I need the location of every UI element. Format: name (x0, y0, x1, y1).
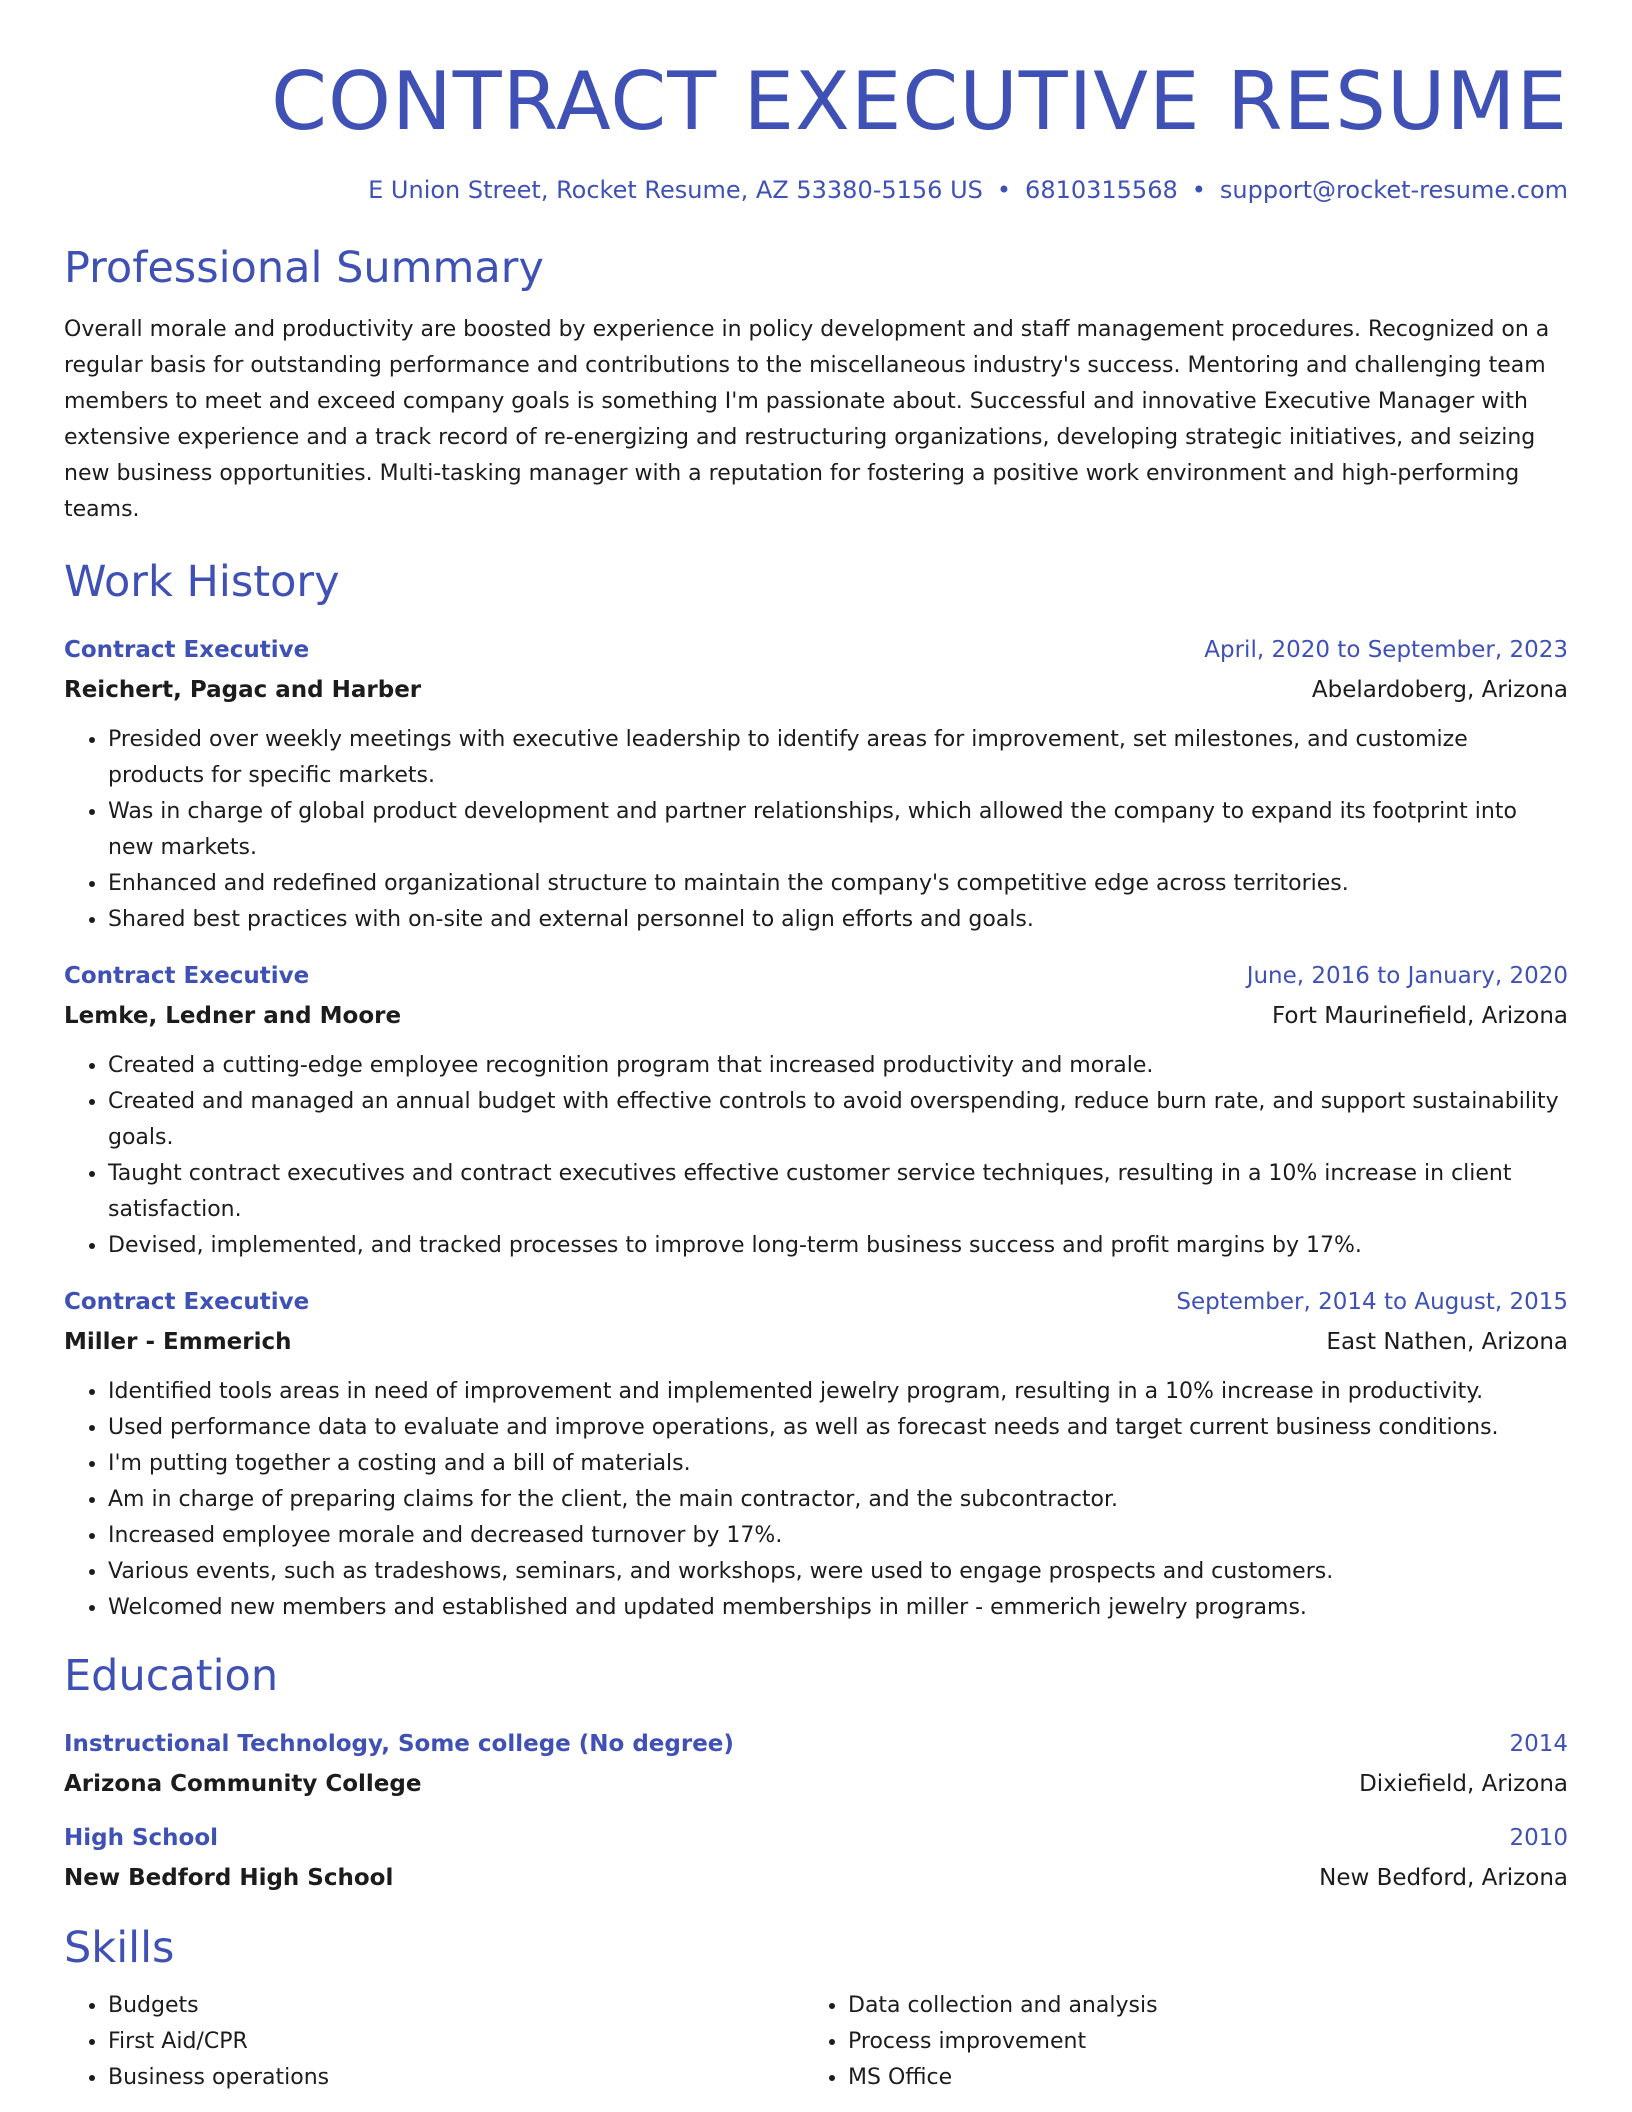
job-location: East Nathen, Arizona (1326, 1329, 1568, 1355)
job-bullets (64, 1048, 1568, 1264)
skill-item: • First Aid/CPR (108, 2024, 804, 2060)
job-title: Contract Executive (64, 963, 310, 989)
job-bullet: • Enhanced and redefined organizational structure to maintain the company's competitive edge across territories. (108, 866, 1568, 902)
education-year: 2010 (1509, 1825, 1568, 1851)
job-title: Contract Executive (64, 1289, 310, 1315)
contact-address: E Union Street, Rocket Resume, AZ 53380-5156 US (368, 176, 983, 204)
skill-item: • Data collection and analysis (848, 1988, 1544, 2024)
summary-text: Overall morale and productivity are boosted by experience in policy development and staff management procedures. Recognized on a regular basis for outstanding performance and contributions to the miscellaneous industry's success. Mentoring and challenging team members to meet and exceed company goals is something I'm passionate about. Successful and innovative Executive Manager with extensive experience and a track record of re-energizing and restructuring organizations, developing strategic initiatives, and seizing new business opportunities. Multi-tasking manager with a reputation for fostering a positive work environment and high-performing teams. (64, 317, 1550, 522)
summary-heading: Professional Summary (64, 243, 544, 293)
education-entry (64, 1820, 1568, 1896)
skills-column-right (804, 1988, 1544, 2096)
education-entry (64, 1726, 1568, 1802)
job-bullet: • Am in charge of preparing claims for the client, the main contractor, and the subcontractor. (108, 1482, 1568, 1518)
job-bullet: • Created a cutting-edge employee recognition program that increased productivity and morale. (108, 1048, 1568, 1084)
job-entry (64, 632, 1568, 938)
job-dates: June, 2016 to January, 2020 (1246, 963, 1568, 989)
job-company: Miller - Emmerich (64, 1329, 292, 1355)
bullet-separator-icon: • (1191, 176, 1206, 204)
job-company: Lemke, Ledner and Moore (64, 1003, 402, 1029)
job-bullet: • Welcomed new members and established and updated memberships in miller - emmerich jewelry programs. (108, 1590, 1568, 1626)
skill-item: • MS Office (848, 2060, 1544, 2096)
skill-item: • Business operations (108, 2060, 804, 2096)
job-bullet: • Taught contract executives and contract executives effective customer service techniques, resulting in a 10% increase in client satisfaction. (108, 1156, 1568, 1228)
job-entry (64, 1284, 1568, 1626)
job-bullet: • Devised, implemented, and tracked processes to improve long-term business success and profit margins by 17%. (108, 1228, 1568, 1264)
contact-phone: 6810315568 (1025, 176, 1178, 204)
education-year: 2014 (1509, 1731, 1568, 1757)
education-degree: High School (64, 1825, 219, 1851)
education-location: Dixiefield, Arizona (1359, 1771, 1568, 1797)
skill-item: • Process improvement (848, 2024, 1544, 2060)
contact-line (64, 174, 1568, 206)
job-title: Contract Executive (64, 637, 310, 663)
job-bullet: • Was in charge of global product development and partner relationships, which allowed the company to expand its footprint into new markets. (108, 794, 1568, 866)
job-bullet: • I'm putting together a costing and a bill of materials. (108, 1446, 1568, 1482)
job-bullet: • Increased employee morale and decreased turnover by 17%. (108, 1518, 1568, 1554)
job-bullet: • Various events, such as tradeshows, seminars, and workshops, were used to engage prospects and customers. (108, 1554, 1568, 1590)
skills-heading: Skills (64, 1923, 175, 1973)
bullet-separator-icon: • (996, 176, 1012, 204)
job-location: Abelardoberg, Arizona (1311, 677, 1568, 703)
skill-item: • Budgets (108, 1988, 804, 2024)
job-bullets (64, 1374, 1568, 1626)
job-bullet: • Presided over weekly meetings with executive leadership to identify areas for improvement, set milestones, and customize products for specific markets. (108, 722, 1568, 794)
education-degree: Instructional Technology, Some college (No degree) (64, 1731, 734, 1757)
skills-column-left (64, 1988, 804, 2096)
education-location: New Bedford, Arizona (1319, 1865, 1568, 1891)
education-school: New Bedford High School (64, 1865, 394, 1891)
skills-grid (64, 1988, 1568, 2096)
contact-email[interactable]: support@rocket-resume.com (1219, 176, 1568, 204)
job-bullet: • Created and managed an annual budget with effective controls to avoid overspending, reduce burn rate, and support sustainability goals. (108, 1084, 1568, 1156)
education-school: Arizona Community College (64, 1771, 422, 1797)
job-bullet: • Identified tools areas in need of improvement and implemented jewelry program, resulting in a 10% increase in productivity. (108, 1374, 1568, 1410)
job-location: Fort Maurinefield, Arizona (1271, 1003, 1568, 1029)
job-company: Reichert, Pagac and Harber (64, 677, 422, 703)
job-entry (64, 958, 1568, 1264)
education-heading: Education (64, 1651, 279, 1701)
job-bullet: • Used performance data to evaluate and improve operations, as well as forecast needs and target current business conditions. (108, 1410, 1568, 1446)
job-bullet: • Shared best practices with on-site and external personnel to align efforts and goals. (108, 902, 1568, 938)
resume-title: CONTRACT EXECUTIVE RESUME (271, 55, 1568, 148)
work-history-heading: Work History (64, 557, 340, 607)
resume-page (64, 0, 1568, 2096)
job-bullets (64, 722, 1568, 938)
job-dates: September, 2014 to August, 2015 (1176, 1289, 1568, 1315)
job-dates: April, 2020 to September, 2023 (1204, 637, 1568, 663)
